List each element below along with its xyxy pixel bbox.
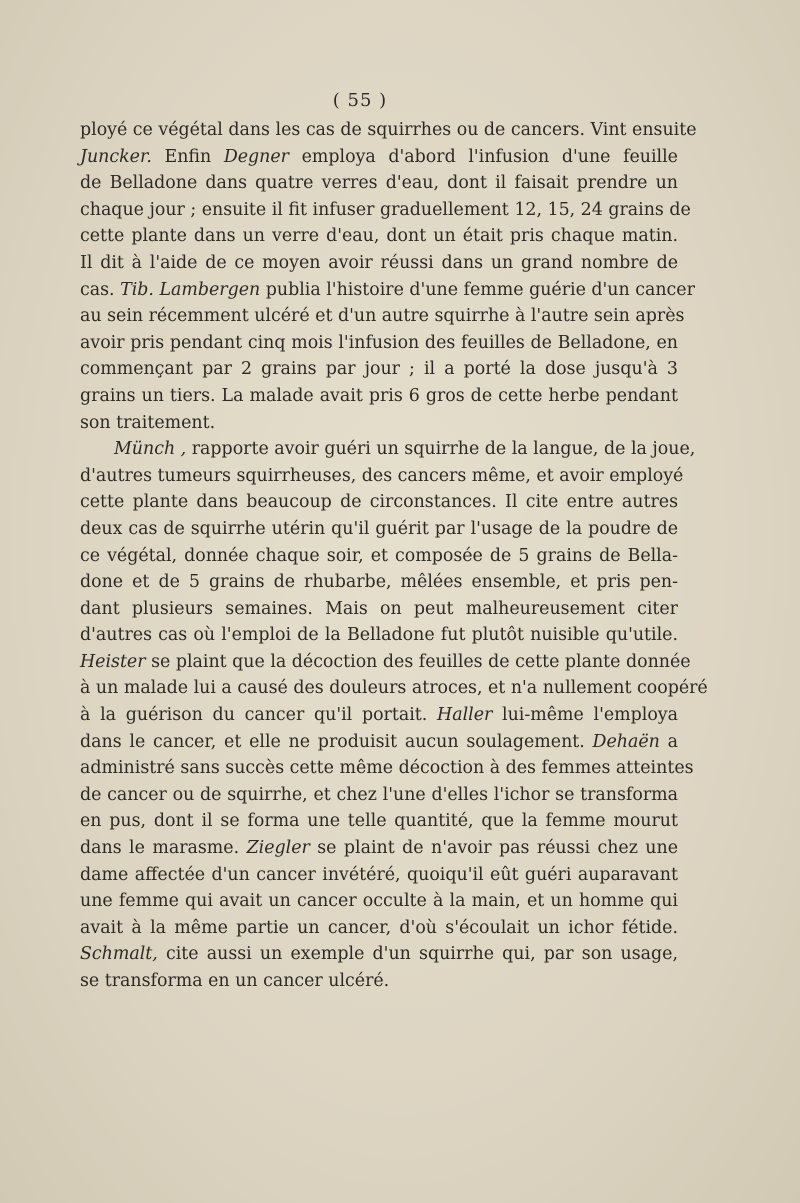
text-line (80, 277, 695, 304)
text-run: commençant par 2 grains par jour ; il a porté la dose jusqu'à 3 (80, 359, 678, 380)
text-run: employa d'abord l'infusion d'une feuille (289, 146, 678, 167)
paragraph (80, 436, 708, 994)
text-run: rapporte avoir guéri un squirrhe de la langue, de la joue, (186, 439, 696, 460)
text-line (80, 862, 678, 889)
text-line (80, 463, 684, 490)
paragraph (80, 117, 697, 436)
text-line (80, 835, 678, 862)
text-run: ce végétal, donnée chaque soir, et composée de 5 grains de Bella- (80, 545, 678, 566)
text-line (80, 330, 678, 357)
text-line (80, 941, 678, 968)
author-name: Ziegler (246, 838, 310, 859)
text-line (80, 755, 694, 782)
text-run: done et de 5 grains de rhubarbe, mêlées ensemble, et pris pen- (80, 572, 678, 593)
page-number: ( 55 ) (332, 90, 388, 111)
text-line (80, 968, 678, 995)
text-run: dans le marasme. (80, 838, 247, 859)
text-line (80, 410, 678, 437)
text-run: à la guérison du cancer qu'il portait. (80, 705, 438, 726)
text-line (80, 303, 685, 330)
text-run: Enfin (151, 146, 224, 167)
text-run: dant plusieurs semaines. Mais on peut malheureusement citer (80, 598, 678, 619)
author-name: Heister (80, 651, 146, 672)
text-run: d'autres tumeurs squirrheuses, des cancers même, et avoir employé (80, 465, 684, 486)
text-run: se plaint que la décoction des feuilles de cette plante donnée (145, 651, 691, 672)
text-line (80, 622, 678, 649)
text-run: son traitement. (80, 412, 216, 433)
author-name: Münch , (114, 439, 187, 460)
text-run: cite aussi un exemple d'un squirrhe qui, par son usage, (157, 944, 678, 965)
text-run: se plaint de n'avoir pas réussi chez une (309, 838, 678, 859)
text-line (80, 356, 678, 383)
text-run: cas. (80, 279, 121, 300)
text-line (80, 675, 708, 702)
text-run: avoir pris pendant cinq mois l'infusion des feuilles de Belladone, en (80, 332, 678, 353)
author-name: Degner (223, 146, 289, 167)
author-name: Haller (437, 705, 493, 726)
text-line (80, 888, 678, 915)
text-run: ployé ce végétal dans les cas de squirrhes ou de cancers. Vint ensuite (80, 120, 697, 140)
text-line (80, 543, 678, 570)
text-line (80, 649, 691, 676)
text-run: au sein récemment ulcéré et d'un autre squirrhe à l'autre sein après (80, 306, 685, 327)
text-run: a (659, 731, 678, 752)
text-line (80, 436, 696, 463)
text-line (80, 223, 678, 250)
text-run: une femme qui avait un cancer occulte à la main, et un homme qui (80, 891, 678, 912)
text-run: administré sans succès cette même décoction à des femmes atteintes (80, 758, 694, 779)
text-line (80, 117, 697, 144)
text-line (80, 170, 678, 197)
text-line (80, 250, 678, 277)
text-line (80, 596, 678, 623)
text-line (80, 915, 678, 942)
text-run: se transforma en un cancer ulcéré. (80, 971, 390, 991)
text-run: à un malade lui a causé des douleurs atroces, et n'a nullement coopéré (80, 678, 708, 699)
text-run: en pus, dont il se forma une telle quantité, que la femme mourut (80, 811, 678, 832)
text-run: cette plante dans un verre d'eau, dont un était pris chaque matin. (80, 226, 678, 247)
text-run: publia l'histoire d'une femme guérie d'un cancer (260, 279, 695, 300)
author-name: Tib. Lambergen (120, 279, 261, 300)
text-run: cette plante dans beaucoup de circonstances. Il cite entre autres (80, 492, 678, 513)
text-run: chaque jour ; ensuite il fit infuser graduellement 12, 15, 24 grains de (80, 199, 691, 220)
text-run: d'autres cas où l'emploi de la Belladone fut plutôt nuisible qu'utile. (80, 625, 678, 646)
text-run: avait à la même partie un cancer, d'où s'écoulait un ichor fétide. (80, 917, 678, 938)
text-run: dame affectée d'un cancer invétéré, quoiqu'il eût guéri auparavant (80, 864, 678, 885)
text-line (80, 516, 678, 543)
text-run: Il dit à l'aide de ce moyen avoir réussi dans un grand nombre de (80, 252, 678, 273)
text-line (80, 729, 678, 756)
text-line (80, 782, 678, 809)
text-line (80, 702, 678, 729)
author-name: Schmalt, (80, 944, 158, 965)
text-run: deux cas de squirrhe utérin qu'il guérit par l'usage de la poudre de (80, 518, 678, 539)
text-run: dans le cancer, et elle ne produisit aucun soulagement. (80, 731, 593, 752)
text-line (80, 808, 678, 835)
text-line (80, 383, 678, 410)
author-name: Juncker. (80, 146, 152, 167)
text-run: grains un tiers. La malade avait pris 6 gros de cette herbe pendant (80, 385, 678, 406)
text-line (80, 197, 691, 224)
text-run: de Belladone dans quatre verres d'eau, dont il faisait prendre un (80, 173, 678, 194)
text-line (80, 489, 678, 516)
body-text (80, 117, 708, 995)
text-run: lui-même l'employa (492, 705, 678, 726)
author-name: Dehaën (592, 731, 660, 752)
text-line (80, 144, 678, 171)
text-line (80, 569, 678, 596)
text-run: de cancer ou de squirrhe, et chez l'une d'elles l'ichor se transforma (80, 784, 678, 805)
